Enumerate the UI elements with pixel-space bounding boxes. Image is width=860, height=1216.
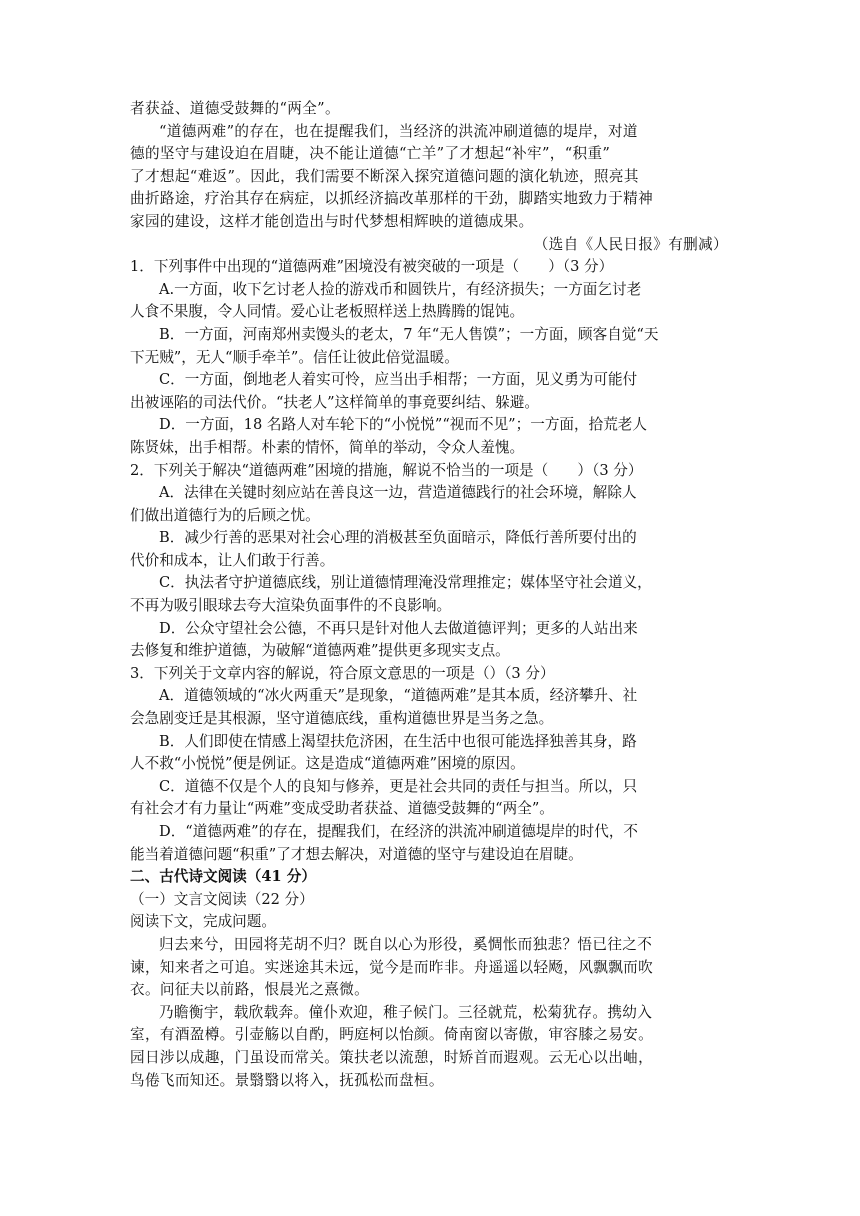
passage-line: 家园的建设，这样才能创造出与时代梦想相辉映的道德成果。 [130, 212, 534, 230]
classical-text-line: 衣。问征夫以前路，恨晨光之熹微。 [130, 981, 370, 999]
option-line: 陈贤妹，出手相帮。朴素的情怀，简单的举动，令众人羞愧。 [130, 438, 525, 456]
option-line: C．执法者守护道德底线，别让道德情理淹没常理推定；媒体坚守社会道义， [159, 574, 652, 592]
passage-line: 曲折路途，疗治其存在病症，以抓经济搞改革那样的干劲，脚踏实地致力于精神 [130, 190, 654, 208]
option-line: 人食不果腹，令人同情。爱心让老板照样送上热腾腾的馄饨。 [130, 303, 525, 321]
classical-text-line: 鸟倦飞而知还。景翳翳以将入，抚孤松而盘桓。 [130, 1071, 444, 1089]
classical-text-line: 谏，知来者之可追。实迷途其未远，觉今是而昨非。舟遥遥以轻飏，风飘飘而吹 [130, 958, 654, 976]
option-line: B．人们即使在情感上渴望扶危济困，在生活中也很可能选择独善其身，路 [159, 732, 637, 750]
option-line: D．一方面，18 名路人对车轮下的“小悦悦”“视而不见”；一方面，拾荒老人 [159, 416, 647, 434]
passage-line: 了才想起“难返”。因此，我们需要不断深入探究道德问题的演化轨迹，照亮其 [130, 167, 639, 185]
option-line: A.一方面，收下乞讨老人捡的游戏币和圆铁片，有经济损失；一方面乞讨老 [159, 280, 642, 298]
option-line: D．“道德两难”的存在，提醒我们，在经济的洪流冲刷道德堤岸的时代，不 [159, 823, 639, 840]
option-line: B．减少行善的恶果对社会心理的消极甚至负面暗示，降低行善所要付出的 [159, 529, 637, 547]
option-line: D．公众守望社会公德，不再只是针对他人去做道德评判；更多的人站出来 [159, 619, 638, 637]
option-line: 能当着道德问题“积重”了才想去解决，对道德的坚守与建设迫在眉睫。 [130, 845, 583, 863]
option-line: 有社会才有力量让“两难”变成受助者获益、道德受鼓舞的“两全”。 [130, 800, 554, 818]
classical-text-line: 乃瞻衡宇，载欣载奔。僮仆欢迎，稚子候门。三径就荒，松菊犹存。携幼入 [159, 1003, 653, 1021]
question-stem: 1．下列事件中出现的“道德两难”困境没有被突破的一项是（ ）（3 分） [130, 258, 614, 276]
option-line: 们做出道德行为的后顾之忧。 [130, 506, 320, 524]
option-line: 下无贼”，无人“顺手牵羊”。信任让彼此倍觉温暖。 [130, 348, 459, 366]
option-line: 会急剧变迁是其根源，坚守道德底线，重构道德世界是当务之急。 [130, 710, 554, 728]
option-line: B．一方面，河南郑州卖馒头的老太，7 年“无人售馍”；一方面，顾客自觉“天 [159, 325, 659, 343]
option-line: 人不救“小悦悦”便是例证。这是造成“道德两难”困境的原因。 [130, 755, 525, 773]
document-page [130, 98, 732, 1092]
question-stem: 2．下列关于解决“道德两难”困境的措施，解说不恰当的一项是（ ）（3 分） [130, 461, 643, 479]
option-line: 去修复和维护道德，为破解“道德两难”提供更多现实支点。 [130, 642, 510, 660]
option-line: A．法律在关键时刻应站在善良这一边，营造道德践行的社会环境，解除人 [159, 484, 637, 502]
passage-line: 德的坚守与建设迫在眉睫，决不能让道德“亡羊”了才想起“补牢”，“积重” [130, 145, 611, 163]
option-line: C．道德不仅是个人的良知与修养，更是社会共同的责任与担当。所以，只 [159, 777, 638, 795]
question-stem: 3．下列关于文章内容的解说，符合原文意思的一项是（）（3 分） [130, 664, 555, 682]
option-line: 出被诬陷的司法代价。“扶老人”这样简单的事竟要纠结、躲避。 [130, 393, 539, 411]
passage-line: 者获益、道德受鼓舞的“两全”。 [130, 100, 340, 117]
option-line: 代价和成本，让人们敢于行善。 [130, 551, 335, 569]
instruction-text: 阅读下文，完成问题。 [130, 913, 276, 931]
option-line: A．道德领域的“冰火两重天”是现象，“道德两难”是其本质，经济攀升、社 [159, 687, 638, 705]
classical-text-line: 园日涉以成趣，门虽设而常关。策扶老以流憩，时矫首而遐观。云无心以出岫， [130, 1048, 654, 1066]
subsection-heading: （一）文言文阅读（22 分） [130, 890, 314, 908]
section-heading: 二、古代诗文阅读（41 分） [130, 868, 316, 886]
source-citation: （选自《人民日报》有删减） [533, 235, 728, 253]
option-line: C．一方面，倒地老人着实可怜，应当出手相帮；一方面，见义勇为可能付 [159, 371, 638, 389]
classical-text-line: 归去来兮，田园将芜胡不归？既自以心为形役，奚惆怅而独悲？悟已往之不 [159, 935, 653, 953]
passage-line: “道德两难”的存在，也在提醒我们，当经济的洪流冲刷道德的堤岸，对道 [159, 122, 638, 140]
option-line: 不再为吸引眼球去夸大渲染负面事件的不良影响。 [130, 597, 452, 615]
classical-text-line: 室，有酒盈樽。引壶觞以自酌，眄庭柯以怡颜。倚南窗以寄傲，审容膝之易安。 [130, 1026, 654, 1044]
